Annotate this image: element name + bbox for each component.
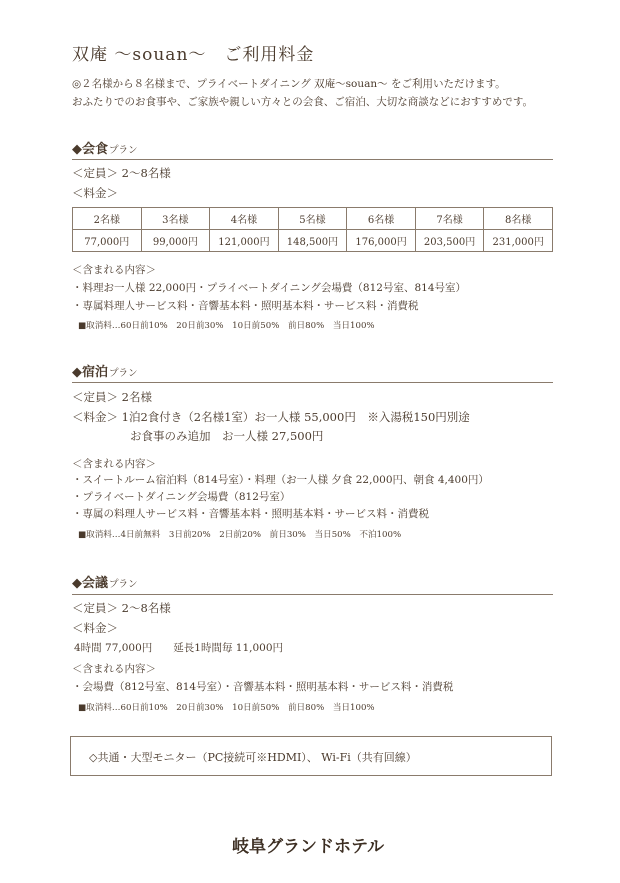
capacity: ＜定員＞ 2名様 xyxy=(72,390,152,404)
section-divider xyxy=(72,594,553,595)
hotel-logo: 岐阜グランドホテル xyxy=(232,837,385,857)
section-divider xyxy=(72,382,553,383)
table-price-cell: 176,000円 xyxy=(347,230,416,252)
section-heading-kaigi: ◆会議プラン xyxy=(72,576,138,591)
capacity: ＜定員＞ 2～8名様 xyxy=(72,601,171,615)
section-heading-shukuhaku: ◆宿泊プラン xyxy=(72,365,138,380)
includes-label: ＜含まれる内容＞ xyxy=(72,458,156,470)
capacity: ＜定員＞ 2～8名様 xyxy=(72,166,171,180)
intro-line-2: おふたりでのお食事や、ご家族や親しい方々との会食、ご宿泊、大切な商談などにおすすめです。 xyxy=(72,96,534,108)
includes-item: ・専属料理人サービス料・音響基本料・照明基本料・サービス料・消費税 xyxy=(72,300,419,312)
table-price-cell: 231,000円 xyxy=(484,230,553,252)
cancel-policy: ■取消料…60日前10% 20日前30% 10日前50% 前日80% 当日100% xyxy=(78,703,375,713)
intro-line-1: ◎２名様から８名様まで、プライベートダイニング 双庵～souan～ をご利用いただけます。 xyxy=(72,78,506,90)
table-header-cell: 6名様 xyxy=(347,208,416,230)
table-price-cell: 203,500円 xyxy=(415,230,484,252)
includes-item: ・専属の料理人サービス料・音響基本料・照明基本料・サービス料・消費税 xyxy=(72,508,429,520)
includes-item: ・会場費（812号室、814号室）・音響基本料・照明基本料・サービス料・消費税 xyxy=(72,681,454,693)
table-price-cell: 121,000円 xyxy=(210,230,279,252)
table-price-cell: 99,000円 xyxy=(141,230,210,252)
cancel-policy: ■取消料…60日前10% 20日前30% 10日前50% 前日80% 当日100% xyxy=(78,321,375,331)
fee-line: 4時間 77,000円 延長1時間毎 11,000円 xyxy=(74,642,284,654)
includes-item: ・プライベートダイニング会場費（812号室） xyxy=(72,491,291,503)
fee-label: ＜料金＞ xyxy=(72,621,118,635)
fee-label: ＜料金＞ xyxy=(72,186,118,200)
table-header-cell: 5名様 xyxy=(278,208,347,230)
table-header-cell: 8名様 xyxy=(484,208,553,230)
section-divider xyxy=(72,159,553,160)
common-equipment-box xyxy=(70,736,552,776)
fee-line: ＜料金＞ 1泊2食付き（2名様1室）お一人様 55,000円 ※入湯税150円別途 xyxy=(72,410,470,424)
table-price-cell: 148,500円 xyxy=(278,230,347,252)
includes-item: ・料理お一人様 22,000円・プライベートダイニング会場費（812号室、814号室） xyxy=(72,282,467,294)
page-title: 双庵 ～souan～ ご利用料金 xyxy=(72,45,315,65)
includes-label: ＜含まれる内容＞ xyxy=(72,264,156,276)
table-header-cell: 4名様 xyxy=(210,208,279,230)
fee-line: お食事のみ追加 お一人様 27,500円 xyxy=(130,429,324,443)
table-price-cell: 77,000円 xyxy=(73,230,142,252)
table-header-cell: 7名様 xyxy=(415,208,484,230)
table-header-cell: 2名様 xyxy=(73,208,142,230)
price-table xyxy=(72,207,553,252)
cancel-policy: ■取消料…4日前無料 3日前20% 2日前20% 前日30% 当日50% 不泊100% xyxy=(78,530,402,540)
section-heading-kaishoku: ◆会食プラン xyxy=(72,142,138,157)
common-equipment-note: ◇共通・大型モニター（PC接続可※HDMI）、 Wi-Fi（共有回線） xyxy=(89,751,417,764)
includes-item: ・スイートルーム宿泊料（814号室）・料理（お一人様 夕食 22,000円、朝食 4,400円） xyxy=(72,474,489,486)
table-header-cell: 3名様 xyxy=(141,208,210,230)
includes-label: ＜含まれる内容＞ xyxy=(72,663,156,675)
